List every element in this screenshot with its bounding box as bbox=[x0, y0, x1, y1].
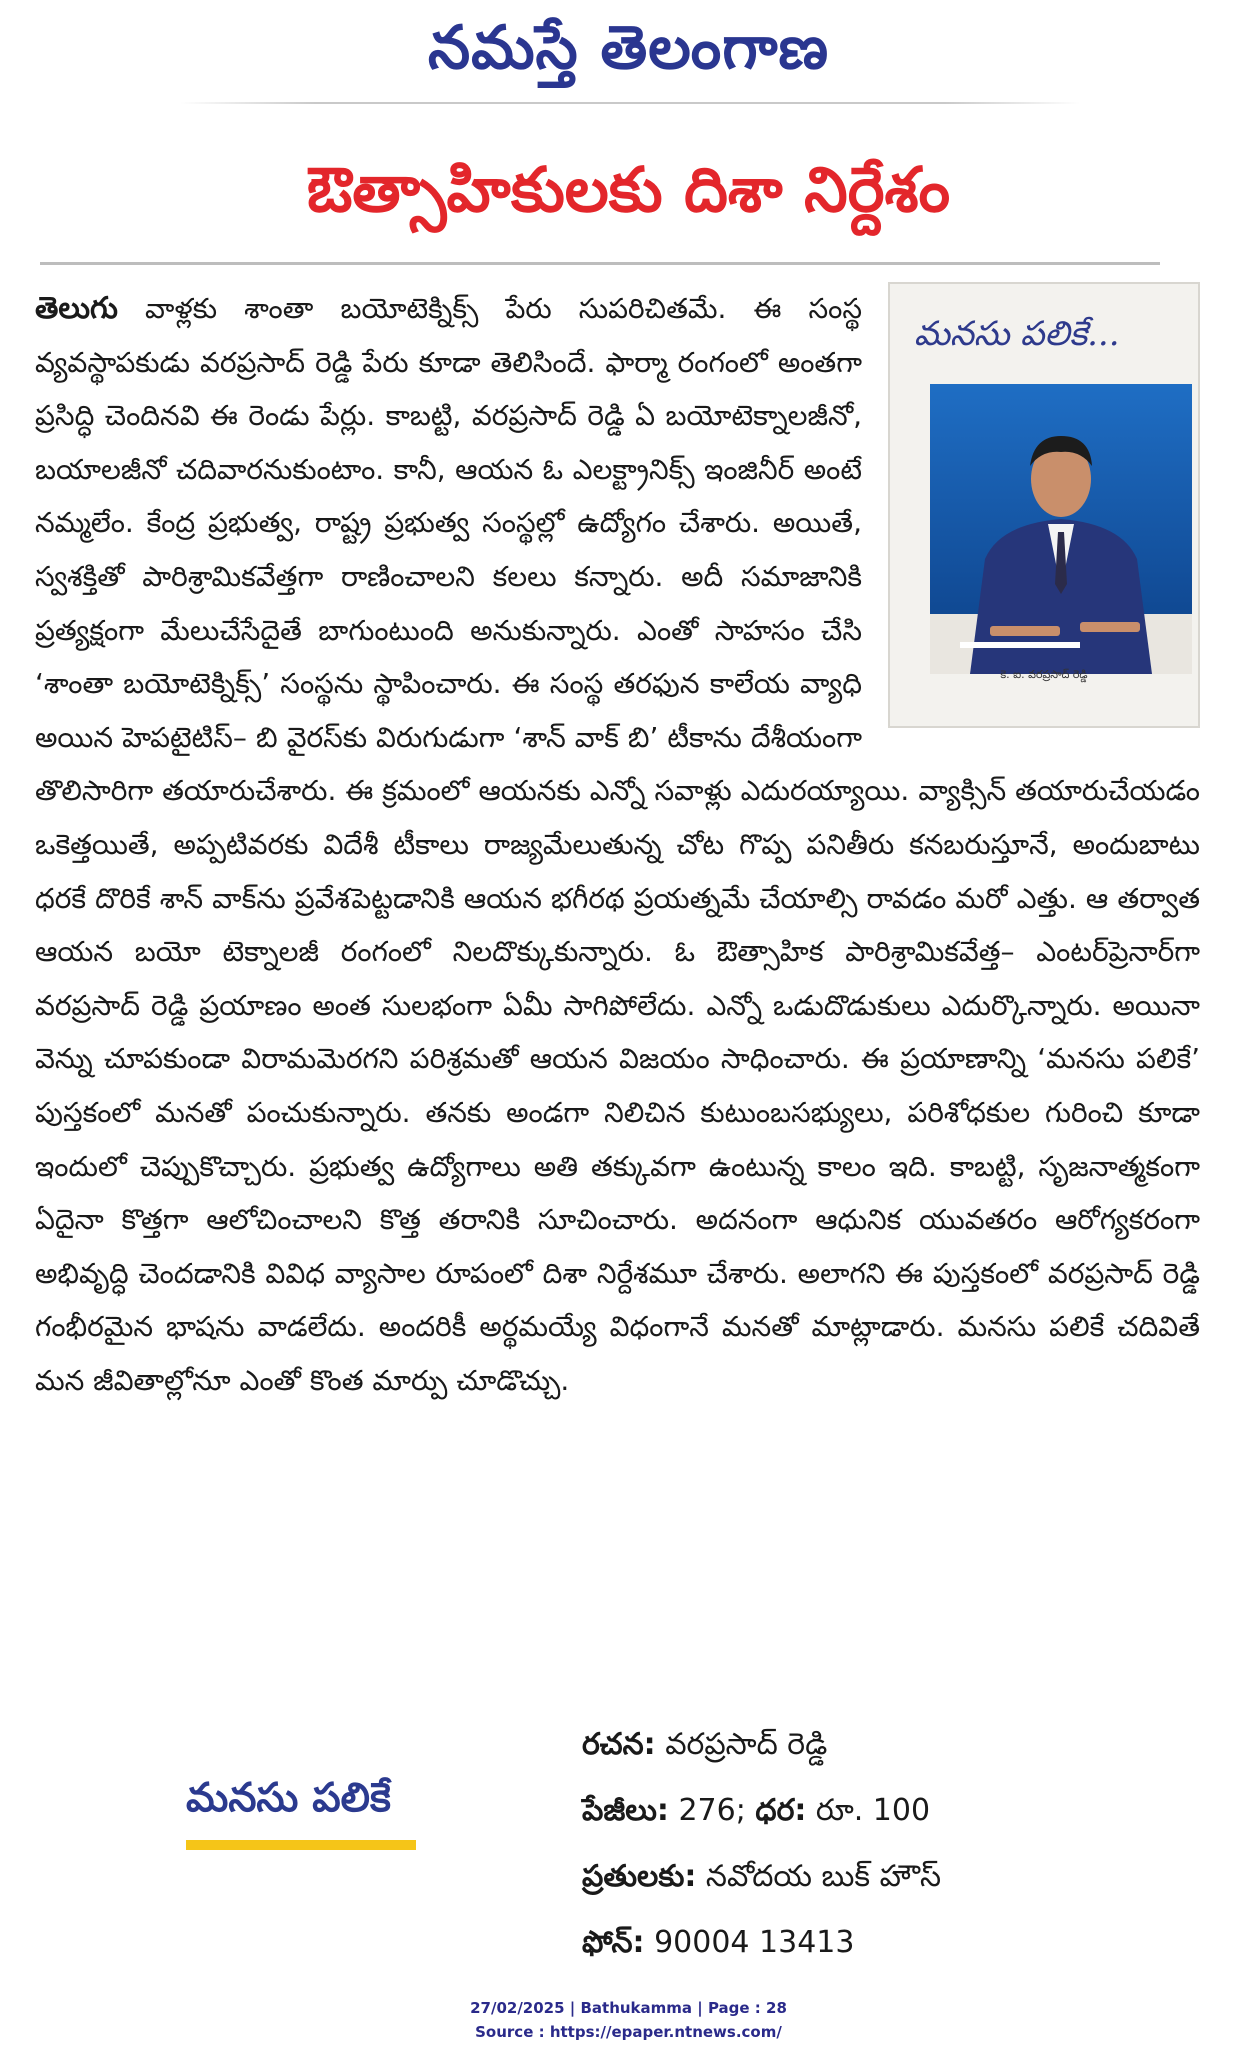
headline-divider bbox=[40, 262, 1160, 265]
article-body-text: వాళ్లకు శాంతా బయోటెక్నిక్స్ పేరు సుపరిచితమే. ఈ సంస్థ వ్యవస్థాపకుడు వరప్రసాద్ రెడ్డి పేరు కూడా తెలిసిందే. ఫార్మా రంగంలో అంతగా ప్రసిద్ధి చెందినవి ఈ రెండు పేర్లు. కాబట్టి, వరప్రసాద్ రెడ్డి ఏ బయోటెక్నాలజీనో, బయాలజీనో చదివారనుకుంటాం. కానీ, ఆయన ఓ ఎలక్ట్రానిక్స్ ఇంజినీర్ అంటే నమ్మలేం. కేంద్ర ప్రభుత్వ, రాష్ట్ర ప్రభుత్వ సంస్థల్లో ఉద్యోగం చేశారు. అయితే, స్వశక్తితో పారిశ్రామికవేత్తగా రాణించాలని కలలు కన్నారు. అదీ సమాజానికి ప్రత్యక్షంగా మేలుచేసేదైతే బాగుంటుంది అనుకున్నారు. ఎంతో సాహసం చేసి ‘శాంతా బయోటెక్నిక్స్’ సంస్థను స్థాపించారు. ఈ సంస్థ తరఫున కాలేయ వ్యాధి అయిన హెపటైటిస్– బి వైరస్‌కు విరుగుడుగా ‘శాన్ వాక్ బి’ టీకాను దేశీయంగా తొలిసారిగా తయారుచేశారు. ఈ క్రమంలో ఆయనకు ఎన్నో సవాళ్లు ఎదురయ్యాయి. వ్యాక్సిన్ తయారుచేయడం ఒకెత్తయితే, అప్పటివరకు విదేశీ టీకాలు రాజ్యమేలుతున్న చోట గొప్ప పనితీరు కనబరుస్తూనే, అందుబాటు ధరకే దొరికే శాన్ వాక్‌ను ప్రవేశపెట్టడానికి ఆయన భగీరథ ప్రయత్నమే చేయాల్సి రావడం మరో ఎత్తు. ఆ తర్వాత ఆయన బయో టెక్నాలజీ రంగంలో నిలదొక్కుకున్నారు. ఓ ఔత్సాహిక పారిశ్రామికవేత్త– ఎంటర్‌ప్రెనార్‌గా వరప్రసాద్ రెడ్డి ప్రయాణం అంత సులభంగా ఏమీ సాగిపోలేదు. ఎన్నో ఒడుదొడుకులు ఎదుర్కొన్నారు. అయినా వెన్ను చూపకుండా విరామమెరగని పరిశ్రమతో ఆయన విజయం సాధించారు. ఈ ప్రయాణాన్ని ‘మనసు పలికే’ పుస్తకంలో మనతో పంచుకున్నారు. తనకు అండగా నిలిచిన కుటుంబసభ్యులు, పరిశోధకుల గురించి కూడా ఇందులో చెప్పుకొచ్చారు. ప్రభుత్వ ఉద్యోగాలు అతి తక్కువగా ఉంటున్న కాలం ఇది. కాబట్టి, సృజనాత్మకంగా ఏదైనా కొత్తగా ఆలోచించాలని కొత్త తరానికి సూచించారు. అదనంగా ఆధునిక యువతరం ఆరోగ్యకరంగా అభివృద్ధి చెందడానికి వివిధ వ్యాసాల రూపంలో దిశా నిర్దేశమూ చేశారు. అలాగని ఈ పుస్తకంలో వరప్రసాద్ రెడ్డి గంభీరమైన భాషను వాడలేదు. అందరికీ అర్థమయ్యే విధంగానే మనతో మాట్లాడారు. మనసు పలికే చదివితే మన జీవితాల్లోనూ ఎంతో కొంత మార్పు చూడొచ్చు. bbox=[35, 292, 1200, 1397]
phone-value: 90004 13413 bbox=[654, 1925, 855, 1960]
book-cover-spine-text bbox=[912, 404, 926, 634]
page-footer bbox=[0, 1996, 1257, 2044]
book-details bbox=[582, 1712, 1202, 1976]
book-cover-author: కె. ఐ. వరప్రసాద్ రెడ్డి bbox=[1000, 668, 1088, 682]
book-cover-image bbox=[888, 282, 1200, 728]
phone-label: ఫోన్: bbox=[582, 1925, 645, 1960]
pages-label: పేజీలు: bbox=[582, 1793, 669, 1828]
book-copies-row bbox=[582, 1844, 1202, 1910]
copies-label: ప్రతులకు: bbox=[582, 1859, 697, 1894]
book-logo bbox=[186, 1768, 416, 1858]
copies-value: నవోదయ బుక్ హౌస్ bbox=[705, 1859, 942, 1894]
masthead-divider bbox=[180, 102, 1080, 104]
author-portrait bbox=[930, 384, 1192, 674]
pages-value: 276 bbox=[678, 1793, 736, 1828]
author-value: వరప్రసాద్ రెడ్డి bbox=[665, 1727, 828, 1762]
book-author-row bbox=[582, 1712, 1202, 1778]
price-value: రూ. 100 bbox=[815, 1793, 931, 1828]
book-pages-price-row bbox=[582, 1778, 1202, 1844]
book-phone-row bbox=[582, 1910, 1202, 1976]
article-lead-word: తెలుగు bbox=[35, 291, 118, 326]
book-cover-title: మనసు పలికే... bbox=[914, 314, 1120, 354]
price-label: ధర: bbox=[755, 1793, 807, 1828]
masthead-title: నమస్తే తెలంగాణ bbox=[427, 13, 830, 83]
footer-source-link[interactable]: Source : https://epaper.ntnews.com/ bbox=[475, 2023, 782, 2041]
book-logo-underline bbox=[186, 1840, 416, 1850]
article-body bbox=[35, 282, 1200, 1407]
book-logo-text: మనసు పలికే bbox=[186, 1775, 391, 1821]
pages-separator: ; bbox=[735, 1793, 756, 1828]
author-label: రచన: bbox=[582, 1727, 656, 1762]
footer-date-line: 27/02/2025 | Bathukamma | Page : 28 bbox=[470, 1999, 787, 2017]
article-headline: ఔత్సాహికులకు దిశా నిర్దేశం bbox=[306, 153, 951, 226]
